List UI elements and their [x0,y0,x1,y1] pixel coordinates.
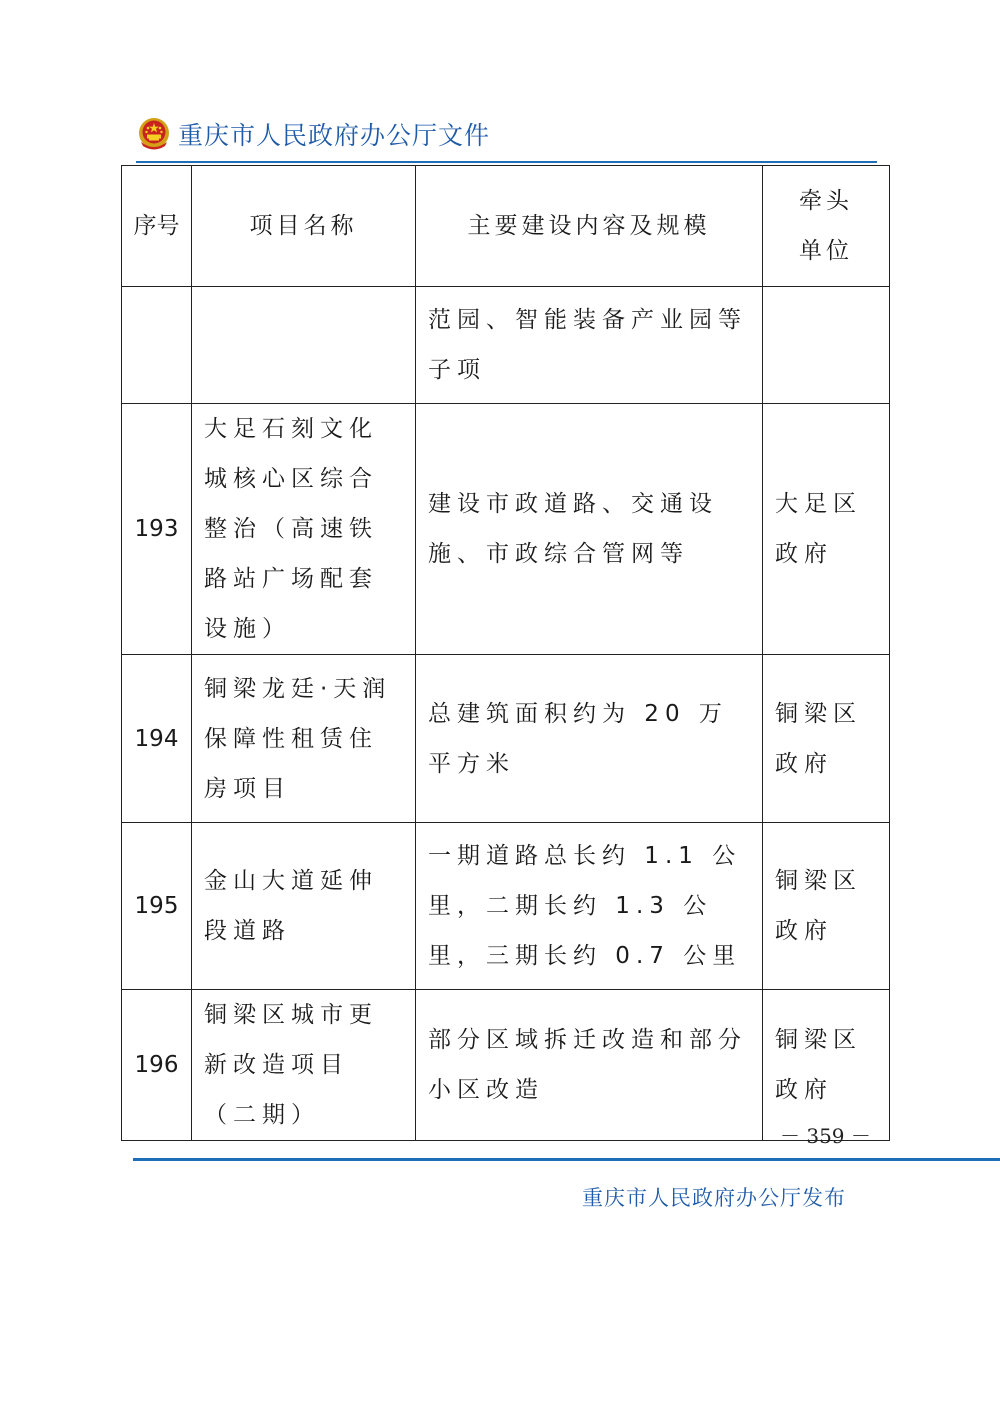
row-lead: 铜梁区政府 [763,823,890,990]
row-no: 195 [122,823,192,990]
row-content: 部分区域拆迁改造和部分小区改造 [416,990,763,1141]
row-no: 196 [122,990,192,1141]
table-row [122,823,890,990]
header-lead-label: 牵头单位 [799,188,853,264]
table-row [122,990,890,1141]
header-title: 重庆市人民政府办公厅文件 [178,121,491,150]
header-divider [136,161,877,163]
row-no [122,287,192,404]
row-name: 金山大道延伸段道路 [192,823,416,990]
publisher-label: 重庆市人民政府办公厅发布 [582,1186,846,1210]
project-table [121,165,890,1141]
row-name: 铜梁龙廷·天润保障性租赁住房项目 [192,655,416,823]
table-header-row [122,166,890,287]
row-lead: 铜梁区政府 [763,990,890,1141]
footer-divider [133,1158,1000,1161]
header-no: 序号 [122,166,192,287]
document-header [136,114,490,154]
header-name: 项目名称 [192,166,416,287]
header-content: 主要建设内容及规模 [416,166,763,287]
row-no: 194 [122,655,192,823]
table-row [122,655,890,823]
national-emblem-icon [136,116,172,152]
row-content: 一期道路总长约 1.1 公里，二期长约 1.3 公里，三期长约 0.7 公里 [416,823,763,990]
row-content: 总建筑面积约为 20 万平方米 [416,655,763,823]
header-lead [763,166,890,287]
table-row [122,287,890,404]
row-name: 铜梁区城市更新改造项目（二期） [192,990,416,1141]
row-lead: 铜梁区政府 [763,655,890,823]
row-name: 大足石刻文化城核心区综合整治（高速铁路站广场配套设施） [192,404,416,655]
row-name [192,287,416,404]
row-content: 范园、智能装备产业园等子项 [416,287,763,404]
row-lead: 大足区政府 [763,404,890,655]
table-row [122,404,890,655]
row-no: 193 [122,404,192,655]
row-lead [763,287,890,404]
page-number: － 359 － [780,1124,871,1148]
row-content: 建设市政道路、交通设施、市政综合管网等 [416,404,763,655]
